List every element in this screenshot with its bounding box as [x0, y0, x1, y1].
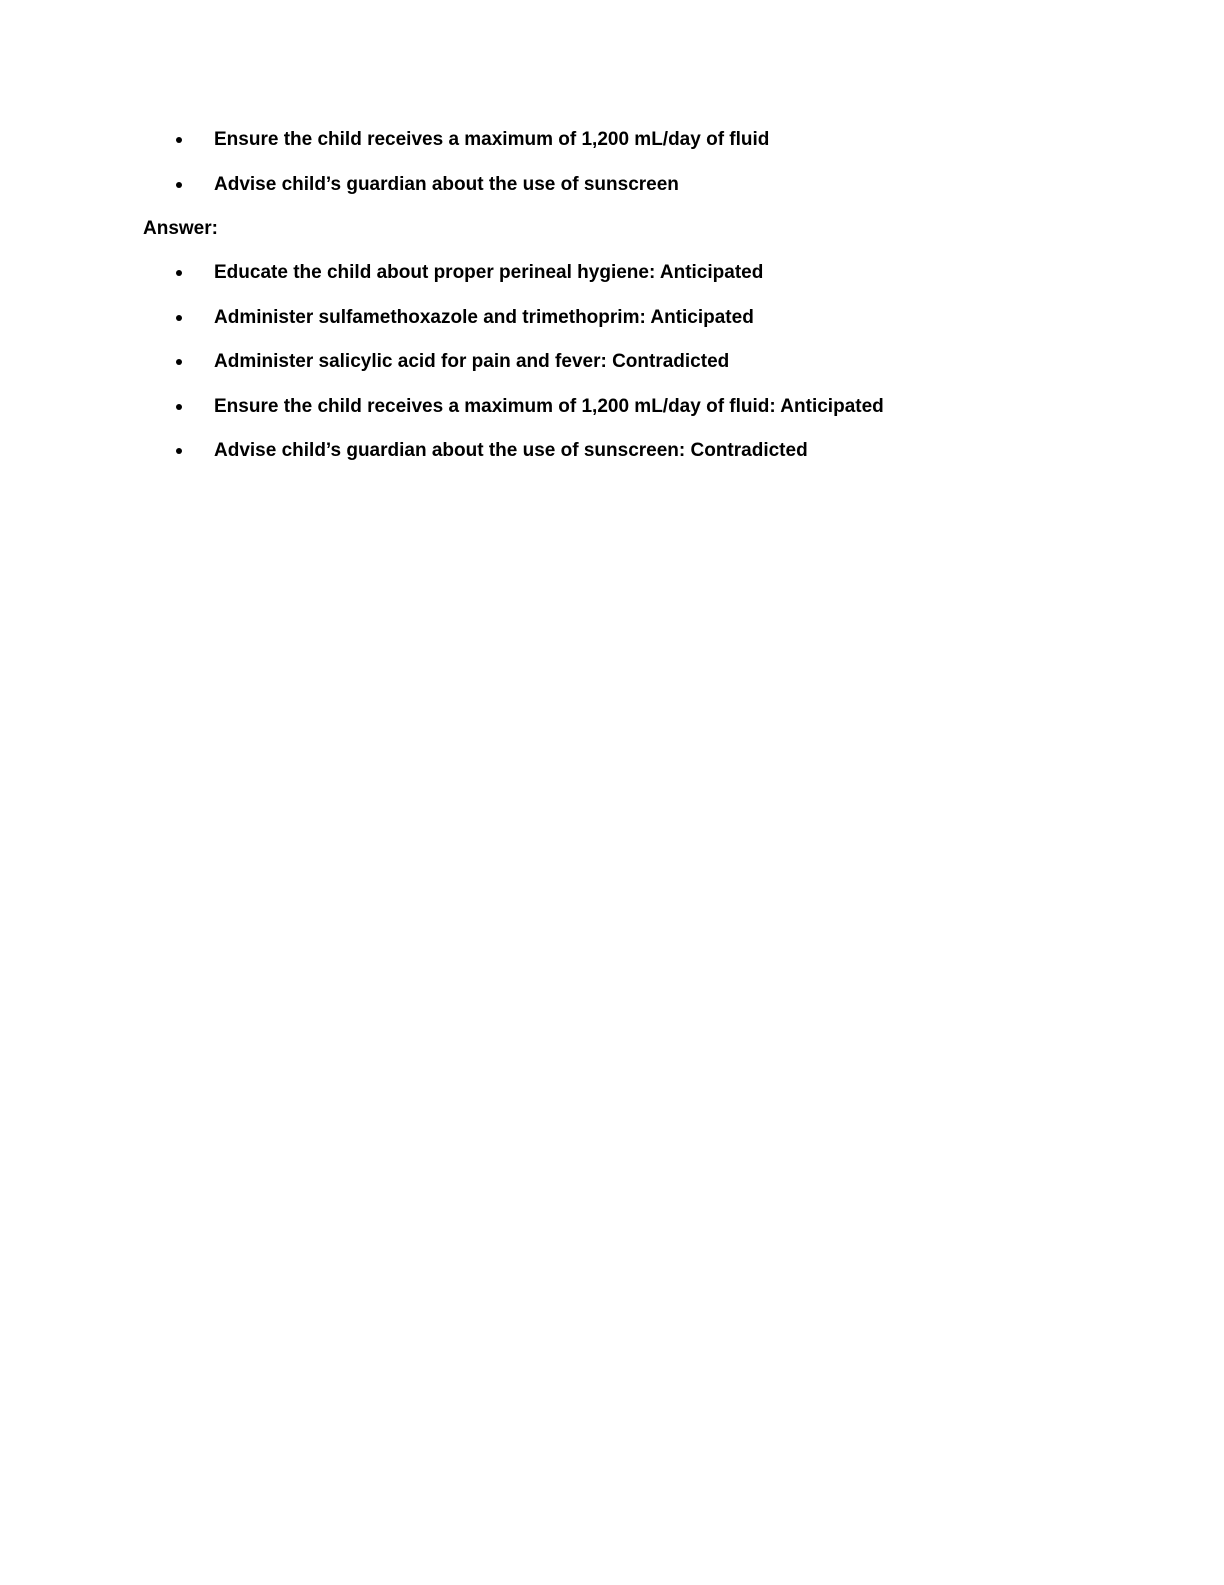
bullet-icon	[176, 448, 182, 454]
bullet-icon	[176, 359, 182, 365]
answer-text: Educate the child about proper perineal hygiene: Anticipated	[214, 262, 764, 283]
bullet-icon	[176, 404, 182, 410]
answer-text: Ensure the child receives a maximum of 1,200 mL/day of fluid: Anticipated	[214, 395, 884, 417]
bullet-icon	[176, 182, 182, 188]
bullet-icon	[176, 315, 182, 321]
bullet-icon	[176, 270, 182, 276]
answer-text: Administer sulfamethoxazole and trimethoprim: Anticipated	[214, 306, 754, 328]
option-text: Ensure the child receives a maximum of 1,200 mL/day of fluid	[214, 129, 770, 150]
option-text: Advise child’s guardian about the use of sunscreen	[214, 173, 679, 195]
answer-text: Advise child’s guardian about the use of sunscreen: Contradicted	[214, 440, 808, 461]
answer-heading: Answer:	[143, 218, 218, 239]
bullet-icon	[176, 137, 182, 143]
answer-text: Administer salicylic acid for pain and fever: Contradicted	[214, 351, 730, 372]
